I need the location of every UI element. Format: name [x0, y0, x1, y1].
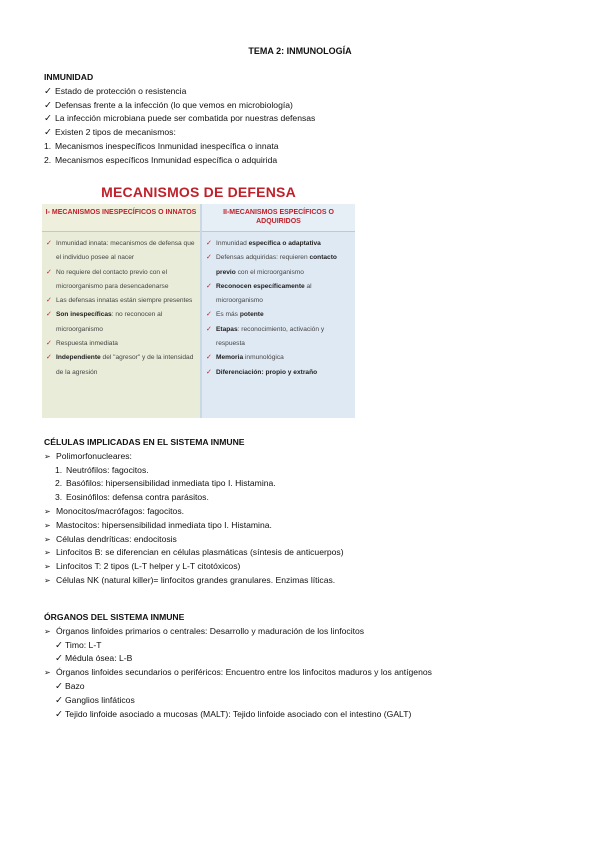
adaptive-column-header: II-MECANISMOS ESPECÍFICOS O ADQUIRIDOS: [202, 204, 355, 232]
check-icon: ✓: [46, 297, 52, 305]
adaptive-item-text: Inmunidad específica o adaptativa: [216, 240, 321, 247]
check-icon: ✓: [44, 85, 52, 97]
innate-items: [42, 232, 200, 380]
innate-item: [46, 237, 196, 266]
figure-table: [42, 204, 355, 418]
innate-item-text: Inmunidad innata: mecanismos de defensa que el individuo posee al nacer: [56, 240, 195, 262]
adaptive-item-text: Defensas adquiridas: requieren contacto previo con el microorganismo: [216, 254, 337, 276]
adaptive-item: [206, 323, 351, 352]
adaptive-item: [206, 366, 351, 380]
arrow-item: ➢ Órganos linfoides secundarios o periféricos: Encuentro entre los linfocitos maduros y los antígenos: [44, 666, 564, 680]
numbered-item: 2. Mecanismos específicos Inmunidad específica o adquirida: [44, 154, 278, 165]
arrow-bullet-icon: ➢: [44, 548, 51, 558]
check-icon: ✓: [55, 653, 63, 665]
check-icon: ✓: [206, 282, 212, 290]
numbered-item: 1. Mecanismos inespecíficos Inmunidad inespecífica o innata: [44, 140, 279, 151]
arrow-item: ➢ Polimorfonucleares:: [44, 450, 564, 464]
check-item: ✓ Médula ósea: L-B: [55, 653, 133, 665]
adaptive-item-text: Es más potente: [216, 311, 264, 319]
arrow-bullet-icon: ➢: [44, 575, 51, 585]
check-item: ✓ Defensas frente a la infección (lo que vemos en microbiología): [44, 99, 293, 111]
innate-item: [46, 308, 196, 337]
arrow-item: ➢ Monocitos/macrófagos: fagocitos.: [44, 505, 564, 519]
check-icon: ✓: [44, 127, 52, 139]
adaptive-item-text: Reconocen específicamente al microorganismo: [216, 282, 312, 305]
adaptive-item-text: Etapas: reconocimiento, activación y respuesta: [216, 325, 325, 348]
check-icon: ✓: [206, 254, 212, 262]
figure-title: MECANISMOS DE DEFENSA: [101, 184, 296, 200]
check-icon: ✓: [206, 240, 212, 247]
check-icon: ✓: [46, 240, 52, 247]
innate-item-text: Independiente del "agresor" y de la intensidad de la agresión: [56, 354, 194, 376]
check-icon: ✓: [44, 113, 52, 125]
check-item: ✓ Timo: L-T: [55, 639, 102, 651]
check-icon: ✓: [55, 694, 63, 706]
arrow-bullet-icon: ➢: [44, 668, 51, 678]
check-item: ✓ La infección microbiana puede ser combatida por nuestras defensas: [44, 113, 316, 125]
adaptive-item: [206, 237, 351, 251]
adaptive-item-text: Memoria inmunológica: [216, 354, 284, 362]
check-icon: ✓: [206, 368, 212, 376]
celulas-heading: CÉLULAS IMPLICADAS EN EL SISTEMA INMUNE: [44, 437, 245, 447]
check-item: ✓ Ganglios linfáticos: [55, 694, 135, 706]
innate-item: [46, 351, 196, 380]
check-icon: ✓: [55, 639, 63, 651]
inmunidad-heading: INMUNIDAD: [44, 72, 94, 82]
arrow-item: ➢ Linfocitos T: 2 tipos (L-T helper y L-T citotóxicos): [44, 560, 564, 574]
check-icon: ✓: [46, 354, 52, 362]
adaptive-item: [206, 251, 351, 280]
check-icon: ✓: [55, 708, 63, 720]
numbered-item: 1. Neutrófilos: fagocitos.: [55, 464, 149, 475]
arrow-bullet-icon: ➢: [44, 506, 51, 516]
arrow-bullet-icon: ➢: [44, 534, 51, 544]
innate-item-text: Respuesta inmediata: [56, 340, 118, 348]
adaptive-item-text: Diferenciación: propio y extraño: [216, 368, 318, 376]
innate-item-text: No requiere del contacto previo con el microorganismo para desencadenarse: [56, 268, 169, 290]
adaptive-items: [202, 232, 355, 380]
check-icon: ✓: [46, 311, 52, 319]
arrow-bullet-icon: ➢: [44, 562, 51, 572]
arrow-item: ➢ Mastocitos: hipersensibilidad inmediata tipo I. Histamina.: [44, 519, 564, 533]
adaptive-item: [206, 351, 351, 365]
check-item: ✓ Existen 2 tipos de mecanismos:: [44, 127, 176, 139]
innate-item-text: Son inespecíficas: no reconocen al microorganismo: [56, 311, 163, 333]
arrow-bullet-icon: ➢: [44, 520, 51, 530]
check-icon: ✓: [46, 268, 52, 276]
arrow-item: ➢ Órganos linfoides primarios o centrales: Desarrollo y maduración de los linfocitos: [44, 625, 564, 639]
numbered-item: 2. Basófilos: hipersensibilidad inmediata tipo I. Histamina.: [55, 478, 276, 489]
innate-item: [46, 294, 196, 308]
innate-column: [42, 204, 200, 418]
organos-heading: ÓRGANOS DEL SISTEMA INMUNE: [44, 612, 185, 622]
check-icon: ✓: [206, 311, 212, 319]
check-item: ✓ Estado de protección o resistencia: [44, 85, 187, 97]
innate-item: [46, 266, 196, 295]
check-icon: ✓: [44, 99, 52, 111]
arrow-item: ➢ Linfocitos B: se diferencian en células plasmáticas (síntesis de anticuerpos): [44, 546, 564, 560]
arrow-bullet-icon: ➢: [44, 451, 51, 461]
check-icon: ✓: [206, 354, 212, 362]
page-title: TEMA 2: INMUNOLOGÍA: [248, 46, 352, 56]
adaptive-item: [206, 280, 351, 309]
adaptive-column: [200, 204, 355, 418]
arrow-bullet-icon: ➢: [44, 626, 51, 636]
check-item: ✓ Tejido linfoide asociado a mucosas (MALT): Tejido linfoide asociado con el intestino (GALT): [55, 708, 412, 720]
numbered-item: 3. Eosinófilos: defensa contra parásitos.: [55, 492, 209, 503]
inmunidad-section: [44, 71, 564, 168]
innate-column-header: I- MECANISMOS INESPECÍFICOS O INNATOS: [42, 204, 200, 232]
innate-item: [46, 337, 196, 351]
arrow-item: ➢ Células dendríticas: endocitosis: [44, 533, 564, 547]
organos-section: [44, 611, 564, 721]
check-icon: ✓: [55, 680, 63, 692]
check-item: ✓ Bazo: [55, 680, 85, 692]
arrow-item: ➢ Células NK (natural killer)= linfocitos grandes granulares. Enzimas líticas.: [44, 574, 564, 588]
innate-item-text: Las defensas innatas están siempre presentes: [56, 297, 193, 305]
mecanismos-defensa-figure: [42, 182, 355, 418]
celulas-section: [44, 436, 564, 588]
check-icon: ✓: [46, 340, 52, 348]
check-icon: ✓: [206, 325, 212, 333]
adaptive-item: [206, 308, 351, 322]
